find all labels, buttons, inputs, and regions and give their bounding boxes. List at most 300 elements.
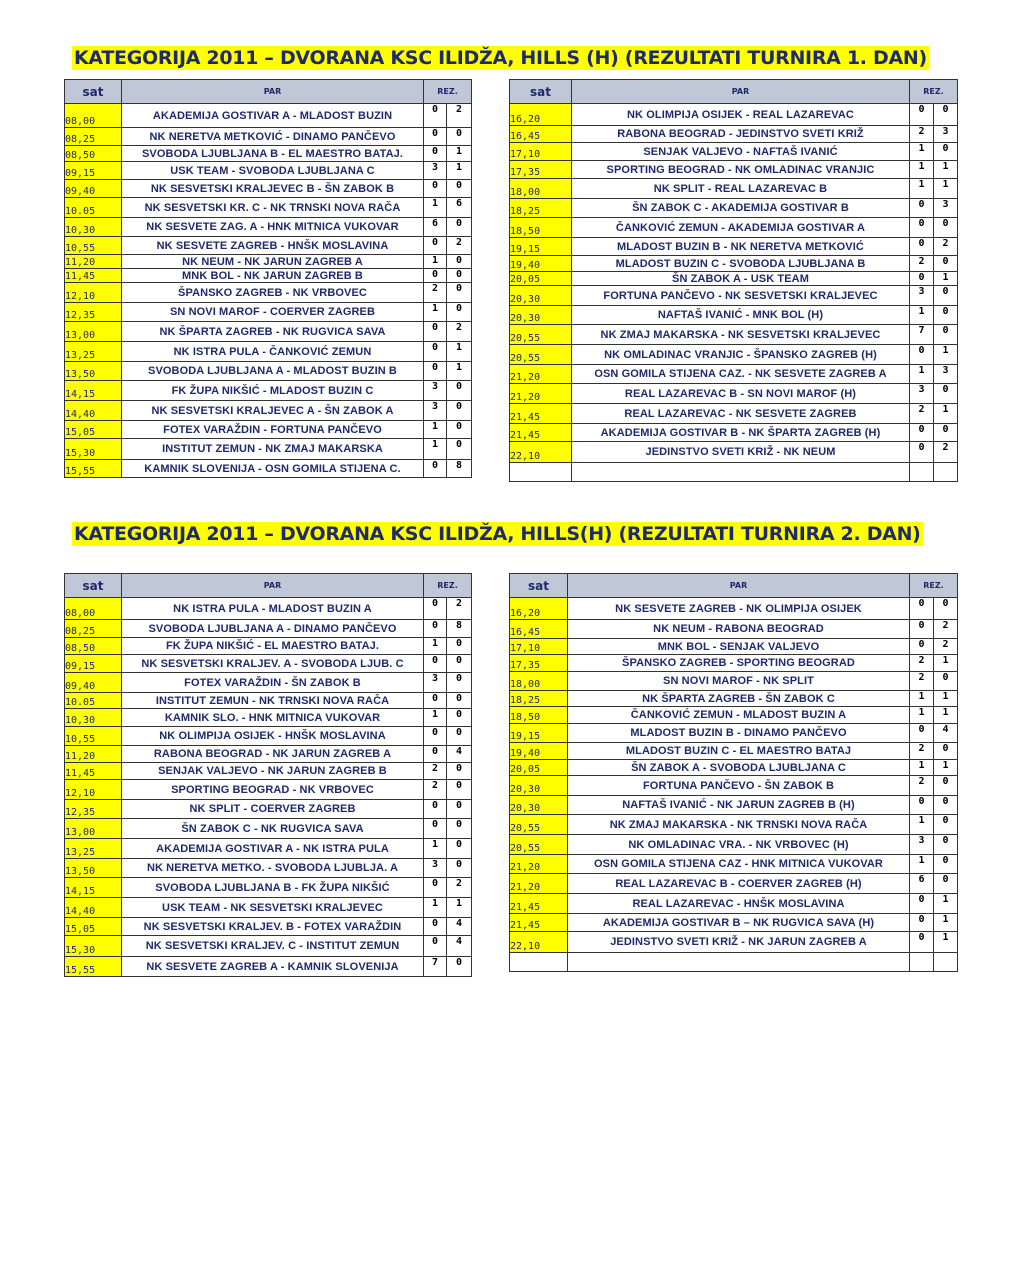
match-row [65, 620, 472, 638]
match-time: 11,45 [65, 763, 122, 780]
match-pair: MLADOST BUZIN B - NK NERETVA METKOVIĆ [572, 238, 910, 256]
score-away: 4 [447, 746, 472, 763]
score-away: 0 [447, 693, 472, 709]
match-row [510, 256, 958, 272]
match-row [65, 218, 472, 237]
score-away: 0 [934, 384, 958, 404]
score-home: 0 [910, 796, 934, 815]
match-time: 16,20 [510, 104, 572, 126]
score-away: 0 [934, 598, 958, 620]
match-row [510, 463, 958, 482]
score-away: 0 [447, 439, 472, 460]
match-row [65, 839, 472, 859]
score-home: 0 [910, 724, 934, 743]
match-row [510, 104, 958, 126]
match-pair: RABONA BEOGRAD - JEDINSTVO SVETI KRIŽ [572, 126, 910, 143]
match-pair: SPORTING BEOGRAD - NK OMLADINAC VRANJIC [572, 161, 910, 179]
score-home: 0 [424, 237, 447, 255]
score-home: 1 [910, 161, 934, 179]
match-pair: MNK BOL - NK JARUN ZAGREB B [122, 269, 424, 283]
match-row [510, 655, 958, 672]
score-away: 0 [447, 727, 472, 746]
score-home: 0 [424, 819, 447, 839]
score-away: 0 [934, 325, 958, 345]
score-home: 6 [424, 218, 447, 237]
score-home: 0 [910, 620, 934, 639]
match-pair: FOTEX VARAŽDIN - FORTUNA PANČEVO [122, 421, 424, 439]
match-time: 18,00 [510, 672, 568, 691]
match-pair: KAMNIK SLOVENIJA - OSN GOMILA STIJENA C. [122, 460, 424, 478]
score-away: 1 [934, 161, 958, 179]
match-time: 22,10 [510, 932, 568, 953]
score-away: 2 [447, 878, 472, 898]
score-away: 0 [447, 780, 472, 800]
score-home: 0 [424, 322, 447, 342]
match-row [65, 780, 472, 800]
sat-header: sat [65, 80, 122, 104]
match-time: 13,00 [65, 819, 122, 839]
match-pair: NK OLIMPIJA OSIJEK - HNŠK MOSLAVINA [122, 727, 424, 746]
match-time: 09,15 [65, 655, 122, 673]
match-time: 20,05 [510, 272, 572, 286]
score-away: 4 [447, 918, 472, 936]
match-row [510, 724, 958, 743]
score-home: 3 [910, 286, 934, 306]
score-home: 1 [424, 198, 447, 218]
score-away: 0 [447, 421, 472, 439]
score-away: 8 [447, 460, 472, 478]
match-row [510, 143, 958, 161]
score-away: 0 [447, 638, 472, 655]
score-away: 0 [447, 401, 472, 421]
score-home: 6 [910, 874, 934, 894]
score-home: 0 [424, 146, 447, 162]
match-time: 14,40 [65, 401, 122, 421]
score-away: 0 [934, 815, 958, 835]
score-home: 2 [910, 776, 934, 796]
score-home: 0 [910, 238, 934, 256]
match-time: 10.05 [65, 693, 122, 709]
match-row [510, 932, 958, 953]
score-away: 1 [934, 404, 958, 424]
match-pair: ŠN ZABOK A - USK TEAM [572, 272, 910, 286]
rez-header: REZ. [910, 574, 958, 598]
match-pair: NK ZMAJ MAKARSKA - NK SESVETSKI KRALJEVEC [572, 325, 910, 345]
match-time: 15,55 [65, 957, 122, 977]
match-time [510, 953, 568, 972]
match-time: 10,55 [65, 727, 122, 746]
score-away: 0 [447, 709, 472, 727]
match-row [65, 180, 472, 198]
match-time: 11,20 [65, 255, 122, 269]
score-home: 1 [910, 143, 934, 161]
match-time: 08,25 [65, 128, 122, 146]
score-away: 0 [447, 957, 472, 977]
match-pair: SN NOVI MAROF - COERVER ZAGREB [122, 303, 424, 322]
score-away: 0 [934, 796, 958, 815]
match-row [65, 439, 472, 460]
match-row [65, 146, 472, 162]
match-row [510, 424, 958, 442]
match-row [65, 709, 472, 727]
match-pair: NK SPLIT - REAL LAZAREVAC B [572, 179, 910, 199]
score-home: 0 [424, 800, 447, 819]
match-row [65, 918, 472, 936]
match-time: 19,40 [510, 256, 572, 272]
score-away: 0 [447, 673, 472, 693]
match-time: 15,05 [65, 421, 122, 439]
score-away: 0 [934, 835, 958, 855]
match-time: 09,15 [65, 162, 122, 180]
match-pair: SENJAK VALJEVO - NAFTAŠ IVANIĆ [572, 143, 910, 161]
match-row [65, 957, 472, 977]
match-pair: ČANKOVIĆ ZEMUN - AKADEMIJA GOSTIVAR A [572, 218, 910, 238]
score-home: 0 [910, 218, 934, 238]
match-time: 20,30 [510, 776, 568, 796]
score-home: 0 [424, 655, 447, 673]
match-time: 09,40 [65, 673, 122, 693]
match-time: 21,20 [510, 365, 572, 384]
match-row [65, 128, 472, 146]
match-pair: NK NERETVA METKO. - SVOBODA LJUBLJA. A [122, 859, 424, 878]
score-away: 4 [934, 724, 958, 743]
day2-right-table [509, 573, 958, 972]
score-home: 3 [910, 835, 934, 855]
match-time: 14,40 [65, 898, 122, 918]
match-pair: KAMNIK SLO. - HNK MITNICA VUKOVAR [122, 709, 424, 727]
match-time: 17,35 [510, 161, 572, 179]
match-row [510, 707, 958, 724]
score-away: 0 [934, 286, 958, 306]
score-home: 0 [424, 128, 447, 146]
match-pair: NAFTAŠ IVANIĆ - MNK BOL (H) [572, 306, 910, 325]
score-home: 2 [424, 283, 447, 303]
match-time: 18,50 [510, 218, 572, 238]
match-pair: JEDINSTVO SVETI KRIŽ - NK JARUN ZAGREB A [568, 932, 910, 953]
match-time: 20,55 [510, 345, 572, 365]
match-pair [572, 463, 910, 482]
score-home: 0 [424, 598, 447, 620]
match-pair: FK ŽUPA NIKŠIĆ - MLADOST BUZIN C [122, 381, 424, 401]
score-away: 0 [934, 743, 958, 760]
match-time: 16,20 [510, 598, 568, 620]
score-home: 0 [910, 104, 934, 126]
day2-title: KATEGORIJA 2011 – DVORANA KSC ILIDŽA, HILLS(H) (REZULTATI TURNIRA 2. DAN) [74, 523, 921, 545]
match-row [65, 878, 472, 898]
match-time: 09,40 [65, 180, 122, 198]
score-home: 7 [424, 957, 447, 977]
match-row [65, 362, 472, 381]
sat-header: sat [510, 80, 572, 104]
match-pair: NK SESVETE ZAG. A - HNK MITNICA VUKOVAR [122, 218, 424, 237]
par-header: PAR [122, 574, 424, 598]
score-away: 1 [447, 162, 472, 180]
match-pair: NK SESVETE ZAGREB - NK OLIMPIJA OSIJEK [568, 598, 910, 620]
score-home: 0 [424, 746, 447, 763]
score-away: 2 [447, 104, 472, 128]
score-away: 0 [447, 800, 472, 819]
match-time: 21,20 [510, 384, 572, 404]
score-home: 1 [424, 709, 447, 727]
score-home: 3 [424, 381, 447, 401]
match-time: 08,00 [65, 104, 122, 128]
match-time: 15,05 [65, 918, 122, 936]
match-pair: JEDINSTVO SVETI KRIŽ - NK NEUM [572, 442, 910, 463]
match-time: 16,45 [510, 620, 568, 639]
score-away: 1 [934, 655, 958, 672]
score-home: 7 [910, 325, 934, 345]
match-time: 21,45 [510, 914, 568, 932]
match-time: 12,35 [65, 800, 122, 819]
score-away: 2 [447, 237, 472, 255]
score-home: 1 [424, 898, 447, 918]
score-home: 3 [424, 673, 447, 693]
match-row [65, 936, 472, 957]
match-row [65, 342, 472, 362]
score-home: 1 [910, 760, 934, 776]
score-home: 2 [910, 672, 934, 691]
score-away: 0 [934, 143, 958, 161]
score-home: 0 [424, 180, 447, 198]
match-pair: AKADEMIJA GOSTIVAR B - NK ŠPARTA ZAGREB (H) [572, 424, 910, 442]
match-time: 13,25 [65, 342, 122, 362]
score-home: 0 [424, 460, 447, 478]
match-time: 08,50 [65, 638, 122, 655]
score-home: 0 [910, 639, 934, 655]
match-time: 10.05 [65, 198, 122, 218]
par-header: PAR [122, 80, 424, 104]
match-row [510, 691, 958, 707]
match-row [510, 620, 958, 639]
match-pair: NK ŠPARTA ZAGREB - ŠN ZABOK C [568, 691, 910, 707]
match-row [65, 401, 472, 421]
match-time: 08,25 [65, 620, 122, 638]
score-away: 1 [934, 179, 958, 199]
match-time: 15,30 [65, 936, 122, 957]
score-away: 2 [934, 639, 958, 655]
score-home: 0 [910, 442, 934, 463]
match-row [65, 673, 472, 693]
match-time: 20,05 [510, 760, 568, 776]
match-pair: OSN GOMILA STIJENA CAZ - HNK MITNICA VUKOVAR [568, 855, 910, 874]
score-away: 1 [934, 691, 958, 707]
match-time: 13,25 [65, 839, 122, 859]
score-home: 1 [910, 365, 934, 384]
score-away: 0 [934, 855, 958, 874]
score-home: 0 [424, 727, 447, 746]
match-time: 18,00 [510, 179, 572, 199]
match-row [65, 269, 472, 283]
score-home: 2 [424, 763, 447, 780]
match-pair: NK OMLADINAC VRA. - NK VRBOVEC (H) [568, 835, 910, 855]
match-pair: ŠPANSKO ZAGREB - NK VRBOVEC [122, 283, 424, 303]
match-row [65, 727, 472, 746]
match-pair: NK SESVETSKI KRALJEV. A - SVOBODA LJUB. C [122, 655, 424, 673]
match-row [510, 874, 958, 894]
score-away: 1 [447, 342, 472, 362]
score-home: 1 [424, 255, 447, 269]
match-pair: NK ŠPARTA ZAGREB - NK RUGVICA SAVA [122, 322, 424, 342]
score-away: 2 [447, 598, 472, 620]
match-pair: FORTUNA PANČEVO - ŠN ZABOK B [568, 776, 910, 796]
score-away: 2 [934, 442, 958, 463]
match-time: 08,50 [65, 146, 122, 162]
match-pair: MLADOST BUZIN C - EL MAESTRO BATAJ [568, 743, 910, 760]
match-row [65, 859, 472, 878]
match-row [510, 835, 958, 855]
match-pair: USK TEAM - NK SESVETSKI KRALJEVEC [122, 898, 424, 918]
match-time: 15,30 [65, 439, 122, 460]
match-pair: NK SESVETSKI KRALJEV. C - INSTITUT ZEMUN [122, 936, 424, 957]
match-row [510, 272, 958, 286]
match-row [510, 672, 958, 691]
match-time: 18,50 [510, 707, 568, 724]
match-row [510, 286, 958, 306]
score-away: 0 [934, 776, 958, 796]
score-home: 0 [424, 362, 447, 381]
match-pair: NK ZMAJ MAKARSKA - NK TRNSKI NOVA RAČA [568, 815, 910, 835]
match-row [510, 914, 958, 932]
score-away: 1 [447, 146, 472, 162]
match-pair: SENJAK VALJEVO - NK JARUN ZAGREB B [122, 763, 424, 780]
score-away: 1 [447, 898, 472, 918]
match-time: 20,30 [510, 286, 572, 306]
match-row [65, 598, 472, 620]
score-away: 0 [447, 255, 472, 269]
match-row [510, 815, 958, 835]
score-away: 0 [447, 381, 472, 401]
score-away: 4 [447, 936, 472, 957]
score-home [910, 463, 934, 482]
score-away: 1 [934, 707, 958, 724]
match-row [65, 381, 472, 401]
match-pair: NK ISTRA PULA - ČANKOVIĆ ZEMUN [122, 342, 424, 362]
match-row [510, 760, 958, 776]
score-home: 1 [424, 839, 447, 859]
match-row [510, 894, 958, 914]
par-header: PAR [568, 574, 910, 598]
match-row [510, 126, 958, 143]
match-row [65, 898, 472, 918]
match-pair: NAFTAŠ IVANIĆ - NK JARUN ZAGREB B (H) [568, 796, 910, 815]
match-time: 16,45 [510, 126, 572, 143]
match-pair [568, 953, 910, 972]
match-time: 17,35 [510, 655, 568, 672]
match-pair: NK SESVETSKI KRALJEVEC A - ŠN ZABOK A [122, 401, 424, 421]
match-pair: NK OMLADINAC VRANJIC - ŠPANSKO ZAGREB (H) [572, 345, 910, 365]
match-row [510, 179, 958, 199]
match-time: 20,55 [510, 815, 568, 835]
match-row [510, 743, 958, 760]
score-home: 0 [424, 104, 447, 128]
score-home: 0 [910, 199, 934, 218]
match-row [65, 237, 472, 255]
match-row [65, 819, 472, 839]
match-time: 18,25 [510, 691, 568, 707]
match-pair: SVOBODA LJUBLJANA B - FK ŽUPA NIKŠIĆ [122, 878, 424, 898]
score-away: 3 [934, 126, 958, 143]
match-time: 13,50 [65, 362, 122, 381]
match-pair: ŠN ZABOK C - AKADEMIJA GOSTIVAR B [572, 199, 910, 218]
match-row [65, 800, 472, 819]
match-pair: NK NERETVA METKOVIĆ - DINAMO PANČEVO [122, 128, 424, 146]
match-row [65, 746, 472, 763]
score-away: 0 [447, 269, 472, 283]
score-away: 0 [447, 819, 472, 839]
score-home: 1 [910, 815, 934, 835]
score-away: 3 [934, 365, 958, 384]
match-time: 14,15 [65, 878, 122, 898]
match-time [510, 463, 572, 482]
day1-left-table [64, 79, 472, 478]
score-away: 1 [934, 345, 958, 365]
match-row [510, 855, 958, 874]
score-home: 0 [910, 914, 934, 932]
match-time: 21,45 [510, 404, 572, 424]
match-pair: REAL LAZAREVAC B - COERVER ZAGREB (H) [568, 874, 910, 894]
score-away: 0 [934, 306, 958, 325]
match-pair: NK SPLIT - COERVER ZAGREB [122, 800, 424, 819]
match-row [510, 306, 958, 325]
score-away: 1 [934, 914, 958, 932]
match-row [65, 255, 472, 269]
score-away: 0 [447, 128, 472, 146]
match-time: 17,10 [510, 143, 572, 161]
sat-header: sat [510, 574, 568, 598]
match-row [510, 345, 958, 365]
match-time: 20,55 [510, 325, 572, 345]
par-header: PAR [572, 80, 910, 104]
match-row [510, 639, 958, 655]
match-time: 15,55 [65, 460, 122, 478]
score-away: 0 [934, 672, 958, 691]
match-row [65, 693, 472, 709]
rez-header: REZ. [910, 80, 958, 104]
match-row [65, 421, 472, 439]
score-away: 0 [447, 303, 472, 322]
match-row [510, 325, 958, 345]
score-away: 0 [447, 839, 472, 859]
match-pair: ČANKOVIĆ ZEMUN - MLADOST BUZIN A [568, 707, 910, 724]
score-home: 2 [910, 404, 934, 424]
match-pair: NK NEUM - NK JARUN ZAGREB A [122, 255, 424, 269]
match-time: 13,50 [65, 859, 122, 878]
match-time: 12,10 [65, 780, 122, 800]
match-pair: ŠPANSKO ZAGREB - SPORTING BEOGRAD [568, 655, 910, 672]
score-away: 1 [934, 272, 958, 286]
match-time: 21,20 [510, 855, 568, 874]
match-time: 22,10 [510, 442, 572, 463]
match-pair: NK SESVETSKI KRALJEV. B - FOTEX VARAŽDIN [122, 918, 424, 936]
score-away: 0 [934, 874, 958, 894]
match-time: 21,45 [510, 424, 572, 442]
match-time: 19,40 [510, 743, 568, 760]
score-away [934, 463, 958, 482]
score-home: 2 [424, 780, 447, 800]
score-home: 0 [910, 932, 934, 953]
match-time: 08,00 [65, 598, 122, 620]
score-home: 1 [910, 306, 934, 325]
match-pair: MLADOST BUZIN C - SVOBODA LJUBLJANA B [572, 256, 910, 272]
match-pair: NK ISTRA PULA - MLADOST BUZIN A [122, 598, 424, 620]
match-pair: SPORTING BEOGRAD - NK VRBOVEC [122, 780, 424, 800]
score-home: 1 [910, 855, 934, 874]
score-home: 0 [424, 620, 447, 638]
score-home: 2 [910, 256, 934, 272]
match-pair: FOTEX VARAŽDIN - ŠN ZABOK B [122, 673, 424, 693]
match-pair: NK OLIMPIJA OSIJEK - REAL LAZAREVAC [572, 104, 910, 126]
match-pair: NK NEUM - RABONA BEOGRAD [568, 620, 910, 639]
